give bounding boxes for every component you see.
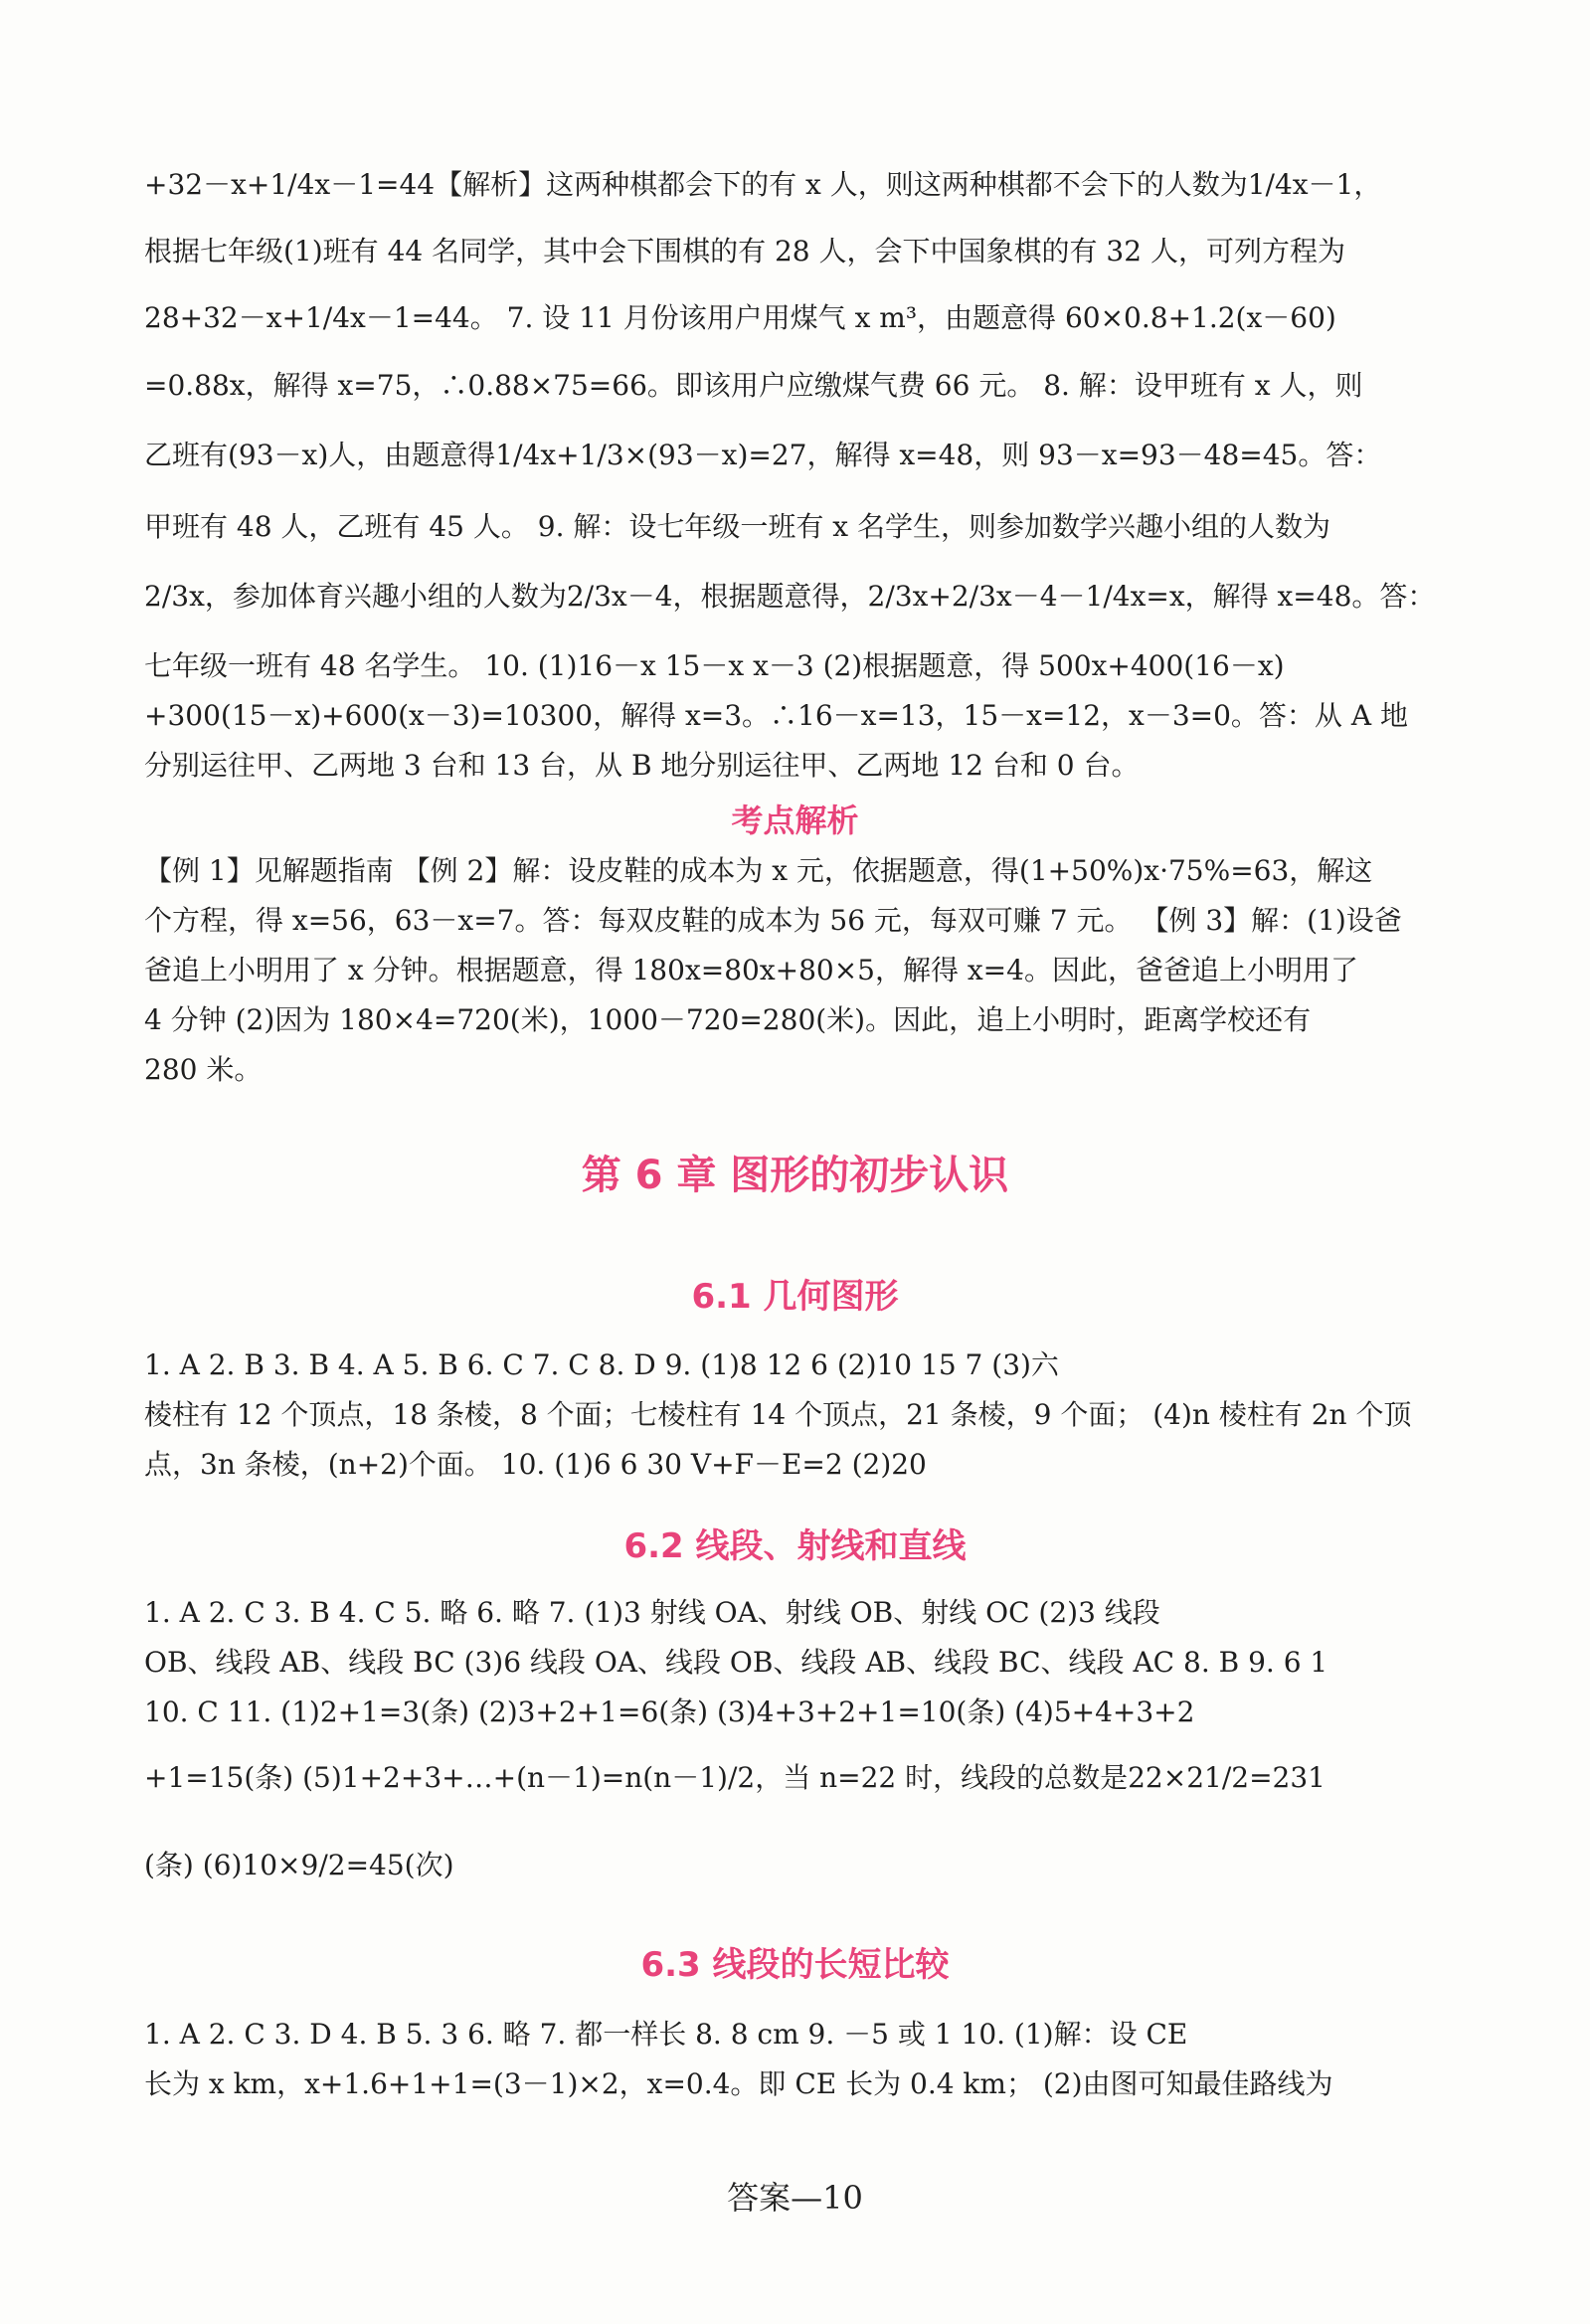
kaodian-line: 4 分钟 (2)因为 180×4=720(米)，1000－720=280(米)。因此，追上小明时，距离学校还有 <box>144 1003 1312 1036</box>
answer-line: =0.88x，解得 x=75，∴0.88×75=66。即该用户应缴煤气费 66 元。 8. 解：设甲班有 x 人，则 <box>144 369 1363 402</box>
answer-line: +32－x+1/4x－1=44【解析】这两种棋都会下的有 x 人，则这两种棋都不会下的人数为1/4x－1， <box>144 168 1382 201</box>
kaodian-line: 280 米。 <box>144 1053 263 1086</box>
answer-line: 2/3x，参加体育兴趣小组的人数为2/3x－4，根据题意得，2/3x+2/3x－4－1/4x=x，解得 x=48。答： <box>144 580 1436 613</box>
section-line: +1=15(条) (5)1+2+3+…+(n－1)=n(n－1)/2，当 n=22 时，线段的总数是22×21/2=231 <box>144 1761 1325 1794</box>
section-title-6-3: 6.3 线段的长短比较 <box>640 1945 950 1985</box>
answer-line: 乙班有(93－x)人，由题意得1/4x+1/3×(93－x)=27，解得 x=48，则 93－x=93－48=45。答： <box>144 439 1382 471</box>
page-number: 答案—10 <box>727 2179 863 2217</box>
section-line: 1. A 2. C 3. D 4. B 5. 3 6. 略 7. 都一样长 8. 8 cm 9. －5 或 1 10. (1)解：设 CE <box>144 2018 1188 2051</box>
section-line: OB、线段 AB、线段 BC (3)6 线段 OA、线段 OB、线段 AB、线段 BC、线段 AC 8. B 9. 6 1 <box>144 1646 1328 1679</box>
answer-line: 28+32－x+1/4x－1=44。 7. 设 11 月份该用户用煤气 x m³，由题意得 60×0.8+1.2(x－60) <box>144 301 1336 334</box>
chapter-title: 第 6 章 图形的初步认识 <box>581 1153 1009 1198</box>
answer-line: 甲班有 48 人，乙班有 45 人。 9. 解：设七年级一班有 x 名学生，则参加数学兴趣小组的人数为 <box>144 510 1330 543</box>
section-line: 棱柱有 12 个顶点，18 条棱，8 个面；七棱柱有 14 个顶点，21 条棱，9 个面； (4)n 棱柱有 2n 个顶 <box>144 1398 1412 1431</box>
section-line: 1. A 2. C 3. B 4. C 5. 略 6. 略 7. (1)3 射线 OA、射线 OB、射线 OC (2)3 线段 <box>144 1596 1160 1629</box>
kaodian-line: 爸追上小明用了 x 分钟。根据题意，得 180x=80x+80×5，解得 x=4。因此，爸爸追上小明用了 <box>144 954 1358 986</box>
kaodian-heading: 考点解析 <box>731 802 859 839</box>
answer-line: 七年级一班有 48 名学生。 10. (1)16－x 15－x x－3 (2)根据题意，得 500x+400(16－x) <box>144 649 1285 682</box>
section-title-6-1: 6.1 几何图形 <box>691 1277 899 1317</box>
section-title-6-2: 6.2 线段、射线和直线 <box>623 1526 967 1566</box>
section-line: 长为 x km，x+1.6+1+1=(3－1)×2，x=0.4。即 CE 长为 0.4 km； (2)由图可知最佳路线为 <box>144 2067 1333 2100</box>
section-line: 10. C 11. (1)2+1=3(条) (2)3+2+1=6(条) (3)4+3+2+1=10(条) (4)5+4+3+2 <box>144 1696 1195 1728</box>
section-line: 1. A 2. B 3. B 4. A 5. B 6. C 7. C 8. D 9. (1)8 12 6 (2)10 15 7 (3)六 <box>144 1348 1059 1381</box>
answer-line: +300(15－x)+600(x－3)=10300，解得 x=3。∴16－x=13，15－x=12，x－3=0。答：从 A 地 <box>144 699 1408 732</box>
section-line: (条) (6)10×9/2=45(次) <box>144 1849 454 1881</box>
kaodian-line: 个方程，得 x=56，63－x=7。答：每双皮鞋的成本为 56 元，每双可赚 7 元。 【例 3】解：(1)设爸 <box>144 904 1402 937</box>
section-line: 点，3n 条棱，(n+2)个面。 10. (1)6 6 30 V+F－E=2 (2)20 <box>144 1448 927 1481</box>
answer-line: 根据七年级(1)班有 44 名同学，其中会下围棋的有 28 人，会下中国象棋的有 32 人，可列方程为 <box>144 235 1345 268</box>
answer-line: 分别运往甲、乙两地 3 台和 13 台，从 B 地分别运往甲、乙两地 12 台和 0 台。 <box>144 749 1140 782</box>
kaodian-line: 【例 1】见解题指南 【例 2】解：设皮鞋的成本为 x 元，依据题意，得(1+50%)x·75%=63，解这 <box>144 854 1373 887</box>
